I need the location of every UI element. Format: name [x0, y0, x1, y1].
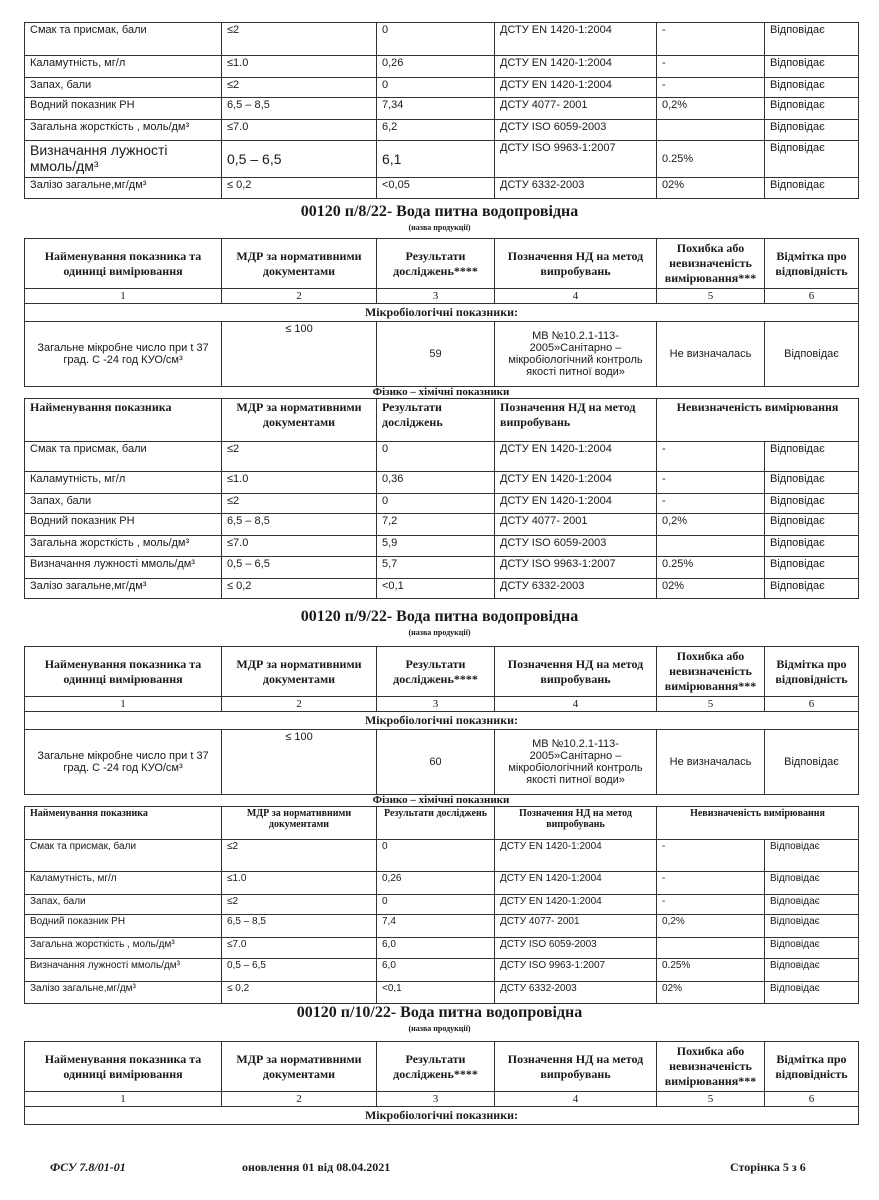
header-result: Результати досліджень [377, 807, 495, 840]
compliance-mark: Відповідає [765, 514, 859, 536]
compliance-mark: Відповідає [765, 579, 859, 599]
mdr-value: ≤2 [222, 442, 377, 472]
product-name-caption: (назва продукції) [408, 1024, 471, 1033]
mdr-value: 6,5 – 8,5 [222, 98, 377, 120]
param-name: Загальна жорсткість , моль/дм³ [25, 938, 222, 959]
param-name: Запах, бали [25, 78, 222, 98]
col-number: 1 [25, 1092, 222, 1107]
nd-method: ДСТУ 6332-2003 [495, 982, 657, 1004]
nd-method: МВ №10.2.1-113-2005»Санітарно – мікробіологічний контроль якості питної води» [495, 730, 657, 795]
result-value: 0,26 [377, 56, 495, 78]
mdr-value: ≤7.0 [222, 120, 377, 141]
compliance-mark: Відповідає [765, 98, 859, 120]
result-value: 60 [377, 730, 495, 795]
uncertainty: - [657, 442, 765, 472]
nd-method: ДСТУ 4077- 2001 [495, 915, 657, 938]
result-value: 6,0 [377, 959, 495, 982]
col-number: 5 [657, 1092, 765, 1107]
result-value: 6,1 [377, 141, 495, 178]
compliance-mark: Відповідає [765, 23, 859, 56]
uncertainty: 02% [657, 579, 765, 599]
nd-method: ДСТУ ISO 9963-1:2007 [495, 557, 657, 579]
result-value: 0,26 [377, 872, 495, 895]
table-row [25, 915, 859, 938]
col-number: 4 [495, 1092, 657, 1107]
param-name: Запах, бали [25, 494, 222, 514]
param-name: Загальне мікробне число при t 37 град. С -24 год КУО/см³ [25, 322, 222, 387]
product-name-caption: (назва продукції) [408, 628, 471, 637]
header-uncertainty: Похибка або невизначеність вимірювання*** [657, 239, 765, 289]
compliance-mark: Відповідає [765, 982, 859, 1004]
top-results-table [24, 22, 858, 199]
uncertainty: - [657, 895, 765, 915]
nd-method: ДСТУ ISO 9963-1:2007 [495, 959, 657, 982]
mdr-value: ≤1.0 [222, 472, 377, 494]
nd-method: ДСТУ EN 1420-1:2004 [495, 78, 657, 98]
nd-method: ДСТУ EN 1420-1:2004 [495, 442, 657, 472]
section-row [25, 1107, 859, 1125]
header-mdr: МДР за нормативними документами [222, 647, 377, 697]
header-mdr: МДР за нормативними документами [222, 807, 377, 840]
result-value: 0 [377, 895, 495, 915]
table-row [25, 514, 859, 536]
compliance-mark: Відповідає [765, 178, 859, 199]
param-name: Водний показник РН [25, 915, 222, 938]
uncertainty: - [657, 872, 765, 895]
micro-label: Мікробіологічні показники: [25, 712, 859, 730]
mdr-value: ≤ 0,2 [222, 982, 377, 1004]
table-row [25, 472, 859, 494]
nd-method: ДСТУ 6332-2003 [495, 579, 657, 599]
mdr-value: ≤7.0 [222, 536, 377, 557]
compliance-mark: Відповідає [765, 730, 859, 795]
table-row [25, 23, 859, 56]
header-name: Найменування показника та одиниці вимірювання [25, 647, 222, 697]
column-number-row [25, 289, 859, 304]
header-row [25, 399, 859, 442]
compliance-mark: Відповідає [765, 78, 859, 98]
result-value: <0,05 [377, 178, 495, 199]
param-name: Загальна жорсткість , моль/дм³ [25, 536, 222, 557]
phys-chem-label: Фізико – хімічні показники [372, 386, 510, 398]
col-number: 6 [765, 289, 859, 304]
compliance-mark: Відповідає [765, 472, 859, 494]
result-value: 0 [377, 23, 495, 56]
mdr-value: ≤ 100 [222, 322, 377, 387]
uncertainty: 0,2% [657, 514, 765, 536]
result-value: 59 [377, 322, 495, 387]
table-row [25, 959, 859, 982]
mdr-value: ≤2 [222, 494, 377, 514]
nd-method: ДСТУ EN 1420-1:2004 [495, 840, 657, 872]
uncertainty: 0.25% [657, 141, 765, 178]
param-name: Смак та присмак, бали [25, 840, 222, 872]
result-value: <0,1 [377, 579, 495, 599]
param-name: Запах, бали [25, 895, 222, 915]
nd-method: ДСТУ 4077- 2001 [495, 514, 657, 536]
col-number: 5 [657, 289, 765, 304]
compliance-mark: Відповідає [765, 895, 859, 915]
header-name: Найменування показника [25, 807, 222, 840]
header-nd: Позначення НД на метод випробувань [495, 647, 657, 697]
table-row [25, 579, 859, 599]
col-number: 2 [222, 1092, 377, 1107]
table-row [25, 78, 859, 98]
param-name: Каламутність, мг/л [25, 56, 222, 78]
result-value: 0,36 [377, 472, 495, 494]
col-number: 6 [765, 1092, 859, 1107]
table-row [25, 120, 859, 141]
uncertainty: - [657, 78, 765, 98]
compliance-mark: Відповідає [765, 536, 859, 557]
mdr-value: ≤7.0 [222, 938, 377, 959]
header-result: Результати досліджень**** [377, 647, 495, 697]
mdr-value: ≤2 [222, 78, 377, 98]
micro-table [24, 1041, 858, 1125]
compliance-mark: Відповідає [765, 959, 859, 982]
param-name: Смак та присмак, бали [25, 23, 222, 56]
table-row [25, 938, 859, 959]
uncertainty [657, 536, 765, 557]
micro-label: Мікробіологічні показники: [25, 304, 859, 322]
compliance-mark: Відповідає [765, 494, 859, 514]
mdr-value: 0,5 – 6,5 [222, 557, 377, 579]
table-row [25, 840, 859, 872]
table-row [25, 98, 859, 120]
param-name: Водний показник РН [25, 98, 222, 120]
result-value: 0 [377, 840, 495, 872]
mdr-value: 6,5 – 8,5 [222, 915, 377, 938]
result-value: 5,7 [377, 557, 495, 579]
uncertainty: 0.25% [657, 557, 765, 579]
header-uncertainty: Похибка або невизначеність вимірювання*** [657, 647, 765, 697]
header-result: Результати досліджень**** [377, 239, 495, 289]
header-nd: Позначення НД на метод випробувань [495, 1042, 657, 1092]
mdr-value: 0,5 – 6,5 [222, 959, 377, 982]
compliance-mark: Відповідає [765, 120, 859, 141]
mdr-value: ≤2 [222, 895, 377, 915]
param-name: Каламутність, мг/л [25, 472, 222, 494]
header-mdr: МДР за нормативними документами [222, 399, 377, 442]
col-number: 2 [222, 697, 377, 712]
table-row [25, 141, 859, 178]
mdr-value: 6,5 – 8,5 [222, 514, 377, 536]
header-result: Результати досліджень [377, 399, 495, 442]
param-name: Смак та присмак, бали [25, 442, 222, 472]
result-value: 0 [377, 442, 495, 472]
mdr-value: ≤ 100 [222, 730, 377, 795]
uncertainty: - [657, 494, 765, 514]
header-row [25, 1042, 859, 1092]
mdr-value: ≤1.0 [222, 56, 377, 78]
product-name-caption: (назва продукції) [408, 223, 471, 232]
header-uncertainty: Невизначеність вимірювання [657, 399, 859, 442]
uncertainty: Не визначалась [657, 730, 765, 795]
uncertainty [657, 120, 765, 141]
compliance-mark: Відповідає [765, 442, 859, 472]
compliance-mark: Відповідає [765, 938, 859, 959]
nd-method: ДСТУ EN 1420-1:2004 [495, 872, 657, 895]
nd-method: МВ №10.2.1-113-2005»Санітарно – мікробіологічний контроль якості питної води» [495, 322, 657, 387]
column-number-row [25, 697, 859, 712]
uncertainty: - [657, 840, 765, 872]
compliance-mark: Відповідає [765, 872, 859, 895]
header-name: Найменування показника [25, 399, 222, 442]
footer-page-number: Сторінка 5 з 6 [730, 1160, 806, 1174]
nd-method: ДСТУ ISO 6059-2003 [495, 120, 657, 141]
col-number: 3 [377, 1092, 495, 1107]
nd-method: ДСТУ ISO 9963-1:2007 [495, 141, 657, 178]
header-mark: Відмітка про відповідність [765, 647, 859, 697]
uncertainty: Не визначалась [657, 322, 765, 387]
header-mark: Відмітка про відповідність [765, 239, 859, 289]
compliance-mark: Відповідає [765, 322, 859, 387]
result-value: 5,9 [377, 536, 495, 557]
param-name: Залізо загальне,мг/дм³ [25, 178, 222, 199]
header-result: Результати досліджень**** [377, 1042, 495, 1092]
result-value: 7,4 [377, 915, 495, 938]
col-number: 3 [377, 289, 495, 304]
nd-method: ДСТУ EN 1420-1:2004 [495, 56, 657, 78]
section-row [25, 304, 859, 322]
mdr-value: ≤ 0,2 [222, 579, 377, 599]
section-row [25, 712, 859, 730]
param-name: Каламутність, мг/л [25, 872, 222, 895]
section-title: 00120 п/9/22- Вода питна водопровідна [300, 608, 579, 625]
mdr-value: ≤ 0,2 [222, 178, 377, 199]
nd-method: ДСТУ 6332-2003 [495, 178, 657, 199]
section-title: 00120 п/10/22- Вода питна водопровідна [296, 1004, 583, 1021]
micro-table [24, 238, 858, 599]
col-number: 2 [222, 289, 377, 304]
footer-revision: оновлення 01 від 08.04.2021 [242, 1160, 391, 1174]
table-row [25, 557, 859, 579]
table-row [25, 872, 859, 895]
compliance-mark: Відповідає [765, 840, 859, 872]
param-name: Визначання лужності ммоль/дм³ [25, 141, 222, 178]
uncertainty: 0,2% [657, 98, 765, 120]
param-name: Загальна жорсткість , моль/дм³ [25, 120, 222, 141]
mdr-value: ≤2 [222, 23, 377, 56]
header-mdr: МДР за нормативними документами [222, 1042, 377, 1092]
phys-chem-label: Фізико – хімічні показники [372, 794, 510, 806]
micro-table [24, 646, 858, 1004]
uncertainty: - [657, 472, 765, 494]
col-number: 6 [765, 697, 859, 712]
result-value: 7,2 [377, 514, 495, 536]
table-row [25, 178, 859, 199]
nd-method: ДСТУ ISO 6059-2003 [495, 938, 657, 959]
mdr-value: ≤1.0 [222, 872, 377, 895]
nd-method: ДСТУ ISO 6059-2003 [495, 536, 657, 557]
uncertainty: 0,2% [657, 915, 765, 938]
header-uncertainty: Невизначеність вимірювання [657, 807, 859, 840]
header-nd: Позначення НД на метод випробувань [495, 807, 657, 840]
result-value: 6,0 [377, 938, 495, 959]
header-mdr: МДР за нормативними документами [222, 239, 377, 289]
param-name: Визначання лужності ммоль/дм³ [25, 959, 222, 982]
header-row [25, 807, 859, 840]
uncertainty: - [657, 56, 765, 78]
header-row [25, 239, 859, 289]
table-row [25, 730, 859, 795]
result-value: 6,2 [377, 120, 495, 141]
col-number: 5 [657, 697, 765, 712]
col-number: 4 [495, 289, 657, 304]
nd-method: ДСТУ EN 1420-1:2004 [495, 494, 657, 514]
col-number: 1 [25, 697, 222, 712]
table-row [25, 322, 859, 387]
nd-method: ДСТУ 4077- 2001 [495, 98, 657, 120]
param-name: Залізо загальне,мг/дм³ [25, 982, 222, 1004]
param-name: Водний показник РН [25, 514, 222, 536]
compliance-mark: Відповідає [765, 56, 859, 78]
table-row [25, 56, 859, 78]
table-row [25, 494, 859, 514]
mdr-value: ≤2 [222, 840, 377, 872]
compliance-mark: Відповідає [765, 915, 859, 938]
column-number-row [25, 1092, 859, 1107]
uncertainty: - [657, 23, 765, 56]
nd-method: ДСТУ EN 1420-1:2004 [495, 472, 657, 494]
table-row [25, 536, 859, 557]
table-row [25, 895, 859, 915]
param-name: Визначання лужності ммоль/дм³ [25, 557, 222, 579]
param-name: Залізо загальне,мг/дм³ [25, 579, 222, 599]
footer-form-code: ФСУ 7.8/01-01 [50, 1160, 126, 1174]
nd-method: ДСТУ EN 1420-1:2004 [495, 895, 657, 915]
compliance-mark: Відповідає [765, 141, 859, 178]
mdr-value: 0,5 – 6,5 [222, 141, 377, 178]
result-value: 7,34 [377, 98, 495, 120]
section-title: 00120 п/8/22- Вода питна водопровідна [300, 203, 579, 220]
micro-label: Мікробіологічні показники: [25, 1107, 859, 1125]
uncertainty: 0.25% [657, 959, 765, 982]
header-nd: Позначення НД на метод випробувань [495, 399, 657, 442]
param-name: Загальне мікробне число при t 37 град. С -24 год КУО/см³ [25, 730, 222, 795]
header-mark: Відмітка про відповідність [765, 1042, 859, 1092]
compliance-mark: Відповідає [765, 557, 859, 579]
col-number: 4 [495, 697, 657, 712]
uncertainty [657, 938, 765, 959]
header-name: Найменування показника та одиниці вимірювання [25, 239, 222, 289]
result-value: 0 [377, 494, 495, 514]
uncertainty: 02% [657, 982, 765, 1004]
col-number: 1 [25, 289, 222, 304]
table-row [25, 982, 859, 1004]
col-number: 3 [377, 697, 495, 712]
result-value: <0,1 [377, 982, 495, 1004]
table-row [25, 442, 859, 472]
nd-method: ДСТУ EN 1420-1:2004 [495, 23, 657, 56]
header-row [25, 647, 859, 697]
header-name: Найменування показника та одиниці вимірювання [25, 1042, 222, 1092]
result-value: 0 [377, 78, 495, 98]
header-uncertainty: Похибка або невизначеність вимірювання*** [657, 1042, 765, 1092]
header-nd: Позначення НД на метод випробувань [495, 239, 657, 289]
uncertainty: 02% [657, 178, 765, 199]
